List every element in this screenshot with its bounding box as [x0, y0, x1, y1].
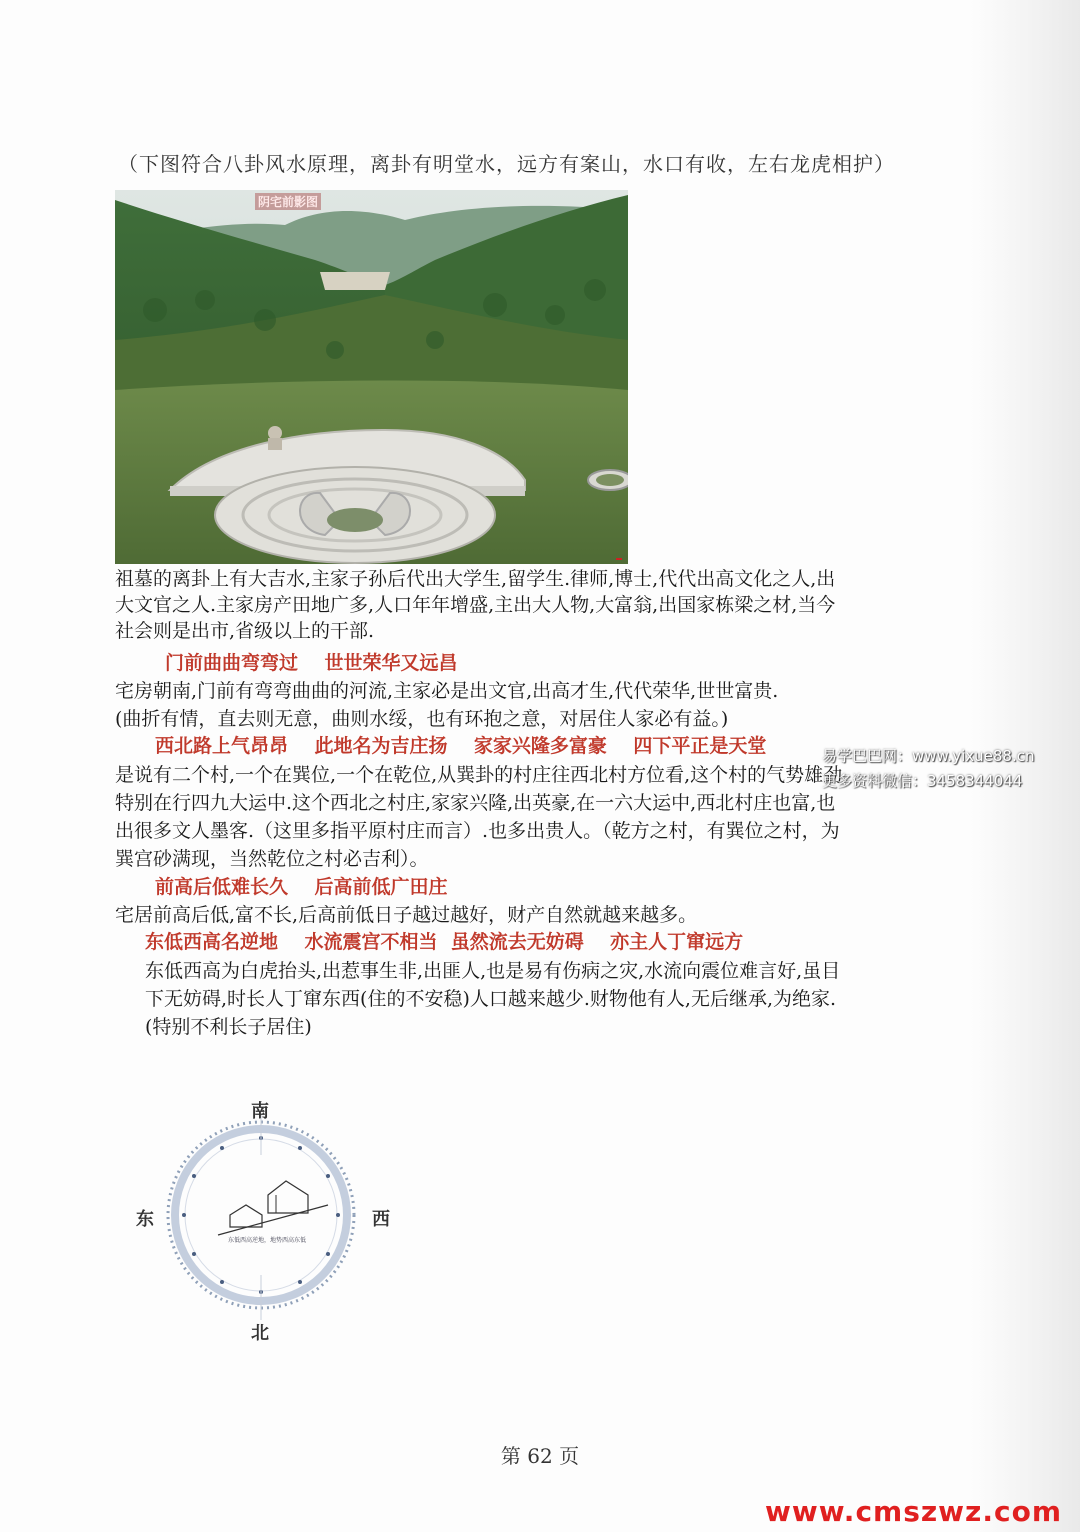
compass-east-label: 东	[136, 1209, 154, 1230]
photo-mark-right	[616, 558, 622, 560]
paragraph-line: 社会则是出市,省级以上的干部.	[115, 620, 375, 642]
paragraph-line: (曲折有情，直去则无意，曲则水绥，也有环抱之意，对居住人家必有益。)	[115, 708, 729, 730]
watermark-line: 更多资料微信：3458344044	[822, 772, 1023, 790]
compass-note: 东低西高逆地，地势西高东低	[228, 1237, 307, 1244]
photo-caption: （下图符合八卦风水原理，离卦有明堂水，远方有案山，水口有收，左右龙虎相护）	[118, 152, 895, 176]
verse-heading: 东低西高名逆地 水流震宫不相当 虽然流去无妨碍 亦主人丁窜远方	[145, 931, 744, 953]
paragraph-line: (特别不利长子居住)	[145, 1016, 312, 1038]
watermark-line: 易学巴巴网：www.yixue88.cn	[822, 747, 1035, 765]
paragraph-line: 是说有二个村,一个在巽位,一个在乾位,从巽卦的村庄往西北村方位看,这个村的气势雄劲.	[115, 764, 849, 786]
paragraph-line: 特别在行四九大运中.这个西北之村庄,家家兴隆,出英豪,在一六大运中,西北村庄也富,也	[115, 792, 836, 814]
compass-north-label: 北	[251, 1323, 269, 1344]
site-watermark: www.cmszwz.com	[765, 1495, 1062, 1528]
paragraph-line: 下无妨碍,时长人丁窜东西(住的不安稳)人口越来越少.财物他有人,无后继承,为绝家.	[145, 988, 837, 1010]
compass-west-label: 西	[372, 1209, 390, 1230]
paragraph-line: 大文官之人.主家房产田地广多,人口年年增盛,主出大人物,大富翁,出国家栋梁之材,当今	[115, 594, 836, 616]
compass-rose	[128, 1095, 398, 1345]
paragraph-line: 宅房朝南,门前有弯弯曲曲的河流,主家必是出文官,出高才生,代代荣华,世世富贵.	[115, 680, 779, 702]
tomb-landscape-image	[115, 190, 628, 564]
paragraph-line: 祖墓的离卦上有大吉水,主家子孙后代出大学生,留学生.律师,博士,代代出高文化之人,出	[115, 568, 836, 590]
paragraph-line: 宅居前高后低,富不长,后高前低日子越过越好，财产自然就越来越多。	[115, 904, 698, 926]
verse-heading: 前高后低难长久 后高前低广田庄	[155, 876, 448, 898]
paragraph-line: 巽宫砂满现，当然乾位之村必吉利）。	[115, 848, 429, 870]
verse-heading: 门前曲曲弯弯过 世世荣华又远昌	[165, 652, 458, 674]
compass-south-label: 南	[251, 1101, 269, 1122]
photo-label: 阴宅前影图	[255, 193, 321, 210]
verse-heading: 西北路上气昂昂 此地名为吉庄扬 家家兴隆多富豪 四下平正是天堂	[155, 735, 767, 757]
paragraph-line: 出很多文人墨客.（这里多指平原村庄而言）.也多出贵人。（乾方之村，有巽位之村，为	[115, 820, 840, 842]
page-edge	[970, 0, 1080, 1532]
landscape-photo	[115, 190, 628, 564]
page-number: 第 62 页	[500, 1444, 580, 1468]
compass-diagram	[128, 1095, 398, 1345]
paragraph-line: 东低西高为白虎抬头,出惹事生非,出匪人,也是易有伤病之灾,水流向震位难言好,虽目	[145, 960, 841, 982]
